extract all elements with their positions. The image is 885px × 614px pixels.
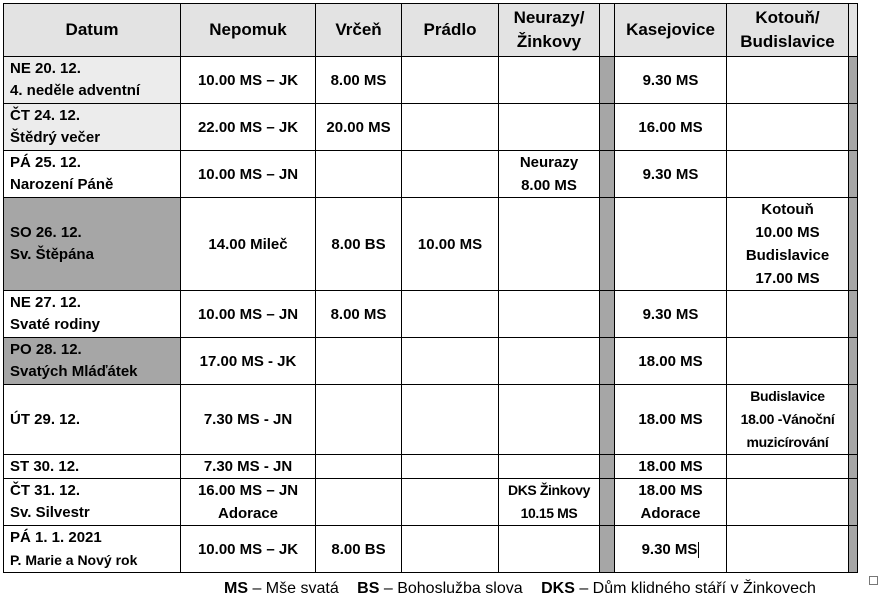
table-row [4,198,858,291]
nepomuk-cell: 17.00 MS - JK [181,338,316,385]
kotoun-cell: Budislavice 18.00 -Vánoční muzicírování [727,385,849,455]
neurazy-cell [499,57,600,104]
header-pradlo: Prádlo [402,4,499,57]
table-row [4,479,858,526]
kasejovice-cell: 18.00 MS [615,338,727,385]
table-row [4,526,858,573]
schedule-table [3,3,858,573]
pradlo-cell [402,479,499,526]
nepomuk-cell: 10.00 MS – JN [181,291,316,338]
neurazy-cell [499,455,600,479]
nepomuk-cell: 10.00 MS – JN [181,151,316,198]
kasejovice-cell [615,198,727,291]
kotoun-cell: Kotouň 10.00 MS Budislavice 17.00 MS [727,198,849,291]
neurazy-cell [499,338,600,385]
gap-cell [600,104,615,151]
vrcen-cell: 8.00 BS [316,526,402,573]
vrcen-cell: 20.00 MS [316,104,402,151]
vrcen-cell [316,479,402,526]
kasejovice-cell: 9.30 MS [615,151,727,198]
legend-ms-abbr: MS [224,580,248,597]
legend-dks-abbr: DKS [541,580,575,597]
kotoun-cell [727,57,849,104]
vrcen-cell: 8.00 BS [316,198,402,291]
kasejovice-cell: 18.00 MS [615,455,727,479]
neurazy-cell: DKS Žinkovy 10.15 MS [499,479,600,526]
pradlo-cell [402,338,499,385]
vrcen-cell [316,455,402,479]
kotoun-cell [727,291,849,338]
gap-cell-right [849,526,858,573]
date-cell: SO 26. 12. Sv. Štěpána [4,198,181,291]
neurazy-cell [499,385,600,455]
paragraph-mark-icon [869,576,878,585]
header-kasejovice: Kasejovice [615,4,727,57]
gap-cell-right [849,455,858,479]
nepomuk-cell: 22.00 MS – JK [181,104,316,151]
header-neurazy: Neurazy/ Žinkovy [499,4,600,57]
gap-cell [600,455,615,479]
vrcen-cell: 8.00 MS [316,291,402,338]
header-kotoun: Kotouň/ Budislavice [727,4,849,57]
vrcen-cell [316,385,402,455]
date-cell: PÁ 25. 12. Narození Páně [4,151,181,198]
date-cell: PÁ 1. 1. 2021 P. Marie a Nový rok [4,526,181,573]
gap-cell [600,526,615,573]
gap-cell [600,385,615,455]
neurazy-cell [499,198,600,291]
date-cell: ÚT 29. 12. [4,385,181,455]
kotoun-cell [727,338,849,385]
pradlo-cell [402,291,499,338]
header-nepomuk: Nepomuk [181,4,316,57]
gap-cell-right [849,338,858,385]
legend [224,580,816,598]
date-cell: ST 30. 12. [4,455,181,479]
date-cell: ČT 24. 12. Štědrý večer [4,104,181,151]
neurazy-cell [499,526,600,573]
nepomuk-cell: 14.00 Mileč [181,198,316,291]
vrcen-cell: 8.00 MS [316,57,402,104]
legend-footer [0,580,885,602]
table-row [4,338,858,385]
nepomuk-cell: 7.30 MS - JN [181,385,316,455]
date-cell: ČT 31. 12. Sv. Silvestr [4,479,181,526]
vrcen-cell [316,338,402,385]
header-gap [600,4,615,57]
table-row [4,57,858,104]
date-cell: NE 20. 12. 4. neděle adventní [4,57,181,104]
gap-cell [600,57,615,104]
header-gap-right [849,4,858,57]
text-cursor [698,542,699,558]
header-datum: Datum [4,4,181,57]
legend-bs-text: – Bohoslužba slova [383,580,523,597]
header-row [4,4,858,57]
kasejovice-cell: 18.00 MS [615,385,727,455]
gap-cell-right [849,57,858,104]
kotoun-cell [727,455,849,479]
pradlo-cell: 10.00 MS [402,198,499,291]
gap-cell-right [849,479,858,526]
pradlo-cell [402,526,499,573]
header-vrcen: Vrčeň [316,4,402,57]
gap-cell-right [849,291,858,338]
pradlo-cell [402,104,499,151]
gap-cell-right [849,151,858,198]
vrcen-cell [316,151,402,198]
kasejovice-cell: 16.00 MS [615,104,727,151]
neurazy-cell [499,291,600,338]
kotoun-cell [727,479,849,526]
kasejovice-cell: 18.00 MS Adorace [615,479,727,526]
date-cell: PO 28. 12. Svatých Mláďátek [4,338,181,385]
neurazy-cell: Neurazy 8.00 MS [499,151,600,198]
table-row [4,385,858,455]
nepomuk-cell: 16.00 MS – JN Adorace [181,479,316,526]
pradlo-cell [402,455,499,479]
gap-cell-right [849,198,858,291]
gap-cell [600,479,615,526]
gap-cell [600,338,615,385]
legend-bs-abbr: BS [357,580,380,597]
legend-ms-text: – Mše svatá [252,580,339,597]
gap-cell [600,151,615,198]
kasejovice-cell: 9.30 MS [615,57,727,104]
gap-cell [600,291,615,338]
neurazy-cell [499,104,600,151]
table-row [4,104,858,151]
pradlo-cell [402,385,499,455]
legend-dks-text: – Dům klidného stáří v Žinkovech [579,580,816,597]
gap-cell [600,198,615,291]
kasejovice-cell: 9.30 MS [615,291,727,338]
pradlo-cell [402,151,499,198]
nepomuk-cell: 10.00 MS – JK [181,57,316,104]
table-row [4,455,858,479]
table-row [4,151,858,198]
gap-cell-right [849,385,858,455]
table-row [4,291,858,338]
date-cell: NE 27. 12. Svaté rodiny [4,291,181,338]
pradlo-cell [402,57,499,104]
nepomuk-cell: 10.00 MS – JK [181,526,316,573]
kotoun-cell [727,104,849,151]
kotoun-cell [727,526,849,573]
nepomuk-cell: 7.30 MS - JN [181,455,316,479]
kasejovice-cell[interactable]: 9.30 MS [615,526,727,573]
gap-cell-right [849,104,858,151]
kotoun-cell [727,151,849,198]
